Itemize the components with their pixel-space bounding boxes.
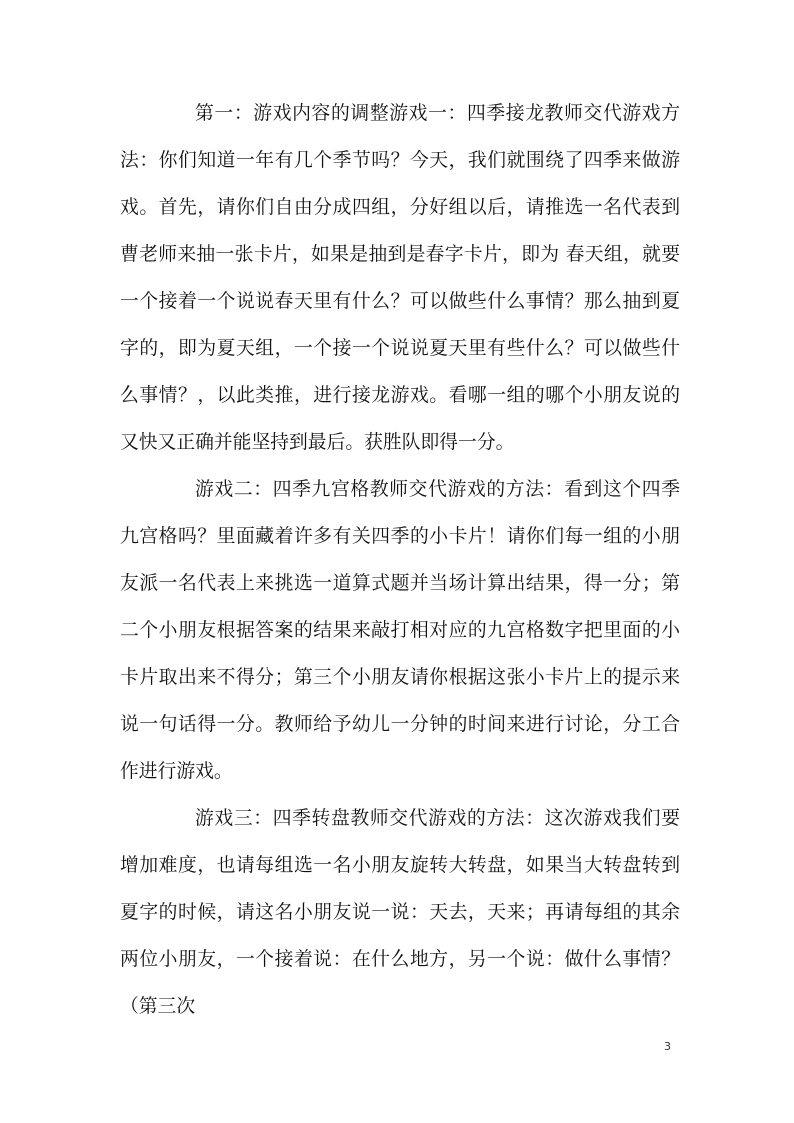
page-number: 3	[664, 1040, 671, 1053]
paragraph-game-one: 第一：游戏内容的调整游戏一：四季接龙教师交代游戏方法：你们知道一年有几个季节吗？今天，我们就围绕了四季来做游戏。首先，请你们自由分成四组，分好组以后，请推选一名代表到曹老师来抽一张卡片，如果是抽到是春字卡片，即为 春天组，就要一个接着一个说说春天里有什么？可以做些什么事情？那么抽到夏字的，即为夏天组，一个接一个说说夏天里有些什么？可以做些什么事情？，以此类推，进行接龙游戏。看哪一组的哪个小朋友说的又快又正确并能坚持到最后。获胜队即得一分。	[120, 103, 680, 453]
paragraph-game-three: 游戏三：四季转盘教师交代游戏的方法：这次游戏我们要增加难度，也请每组选一名小朋友旋转大转盘，如果当大转盘转到夏字的时候，请这名小朋友说一说：天去，天来；再请每组的其余两位小朋友，一个接着说：在什么地方，另一个说：做什么事情？（第三次	[120, 808, 680, 1017]
paragraph-game-two: 游戏二：四季九宫格教师交代游戏的方法：看到这个四季九宫格吗？里面藏着许多有关四季的小卡片！请你们每一组的小朋友派一名代表上来挑选一道算式题并当场计算出结果，得一分；第二个小朋友根据答案的结果来敲打相对应的九宫格数字把里面的小卡片取出来不得分；第三个小朋友请你根据这张小卡片上的提示来说一句话得一分。教师给予幼儿一分钟的时间来进行讨论，分工合作进行游戏。	[120, 479, 680, 782]
document-body	[120, 90, 680, 1030]
